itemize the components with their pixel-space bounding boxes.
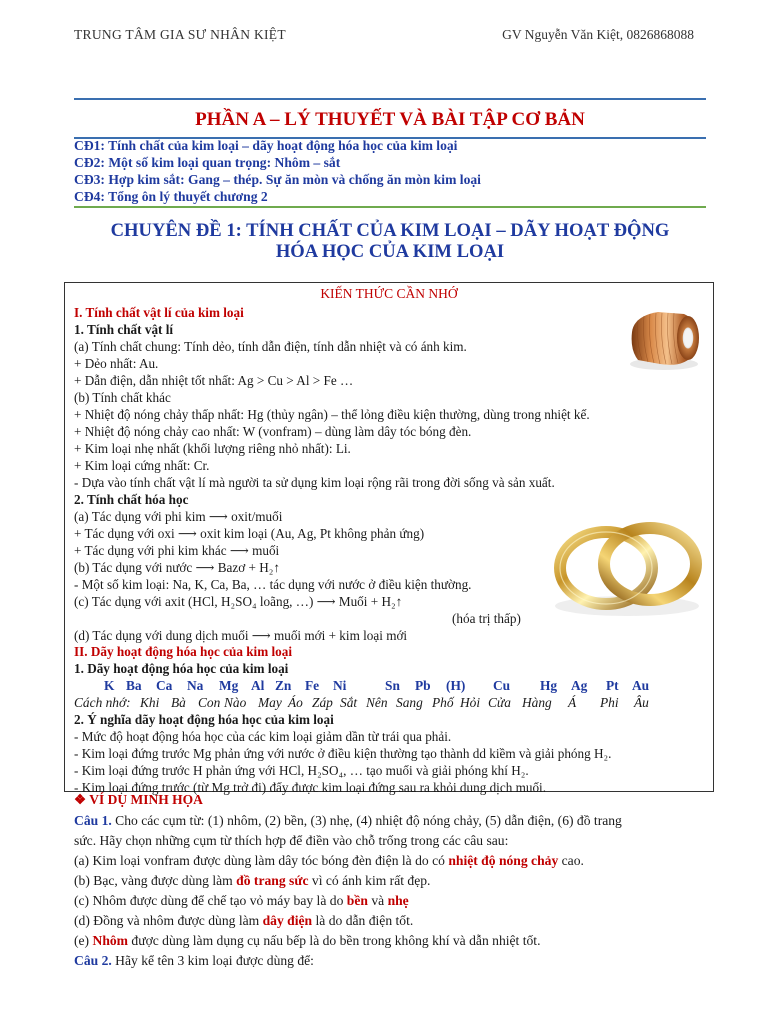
answer-text: vì có ánh kim rất đẹp. — [308, 873, 431, 888]
metal-symbol: Al — [251, 678, 265, 693]
answer-text: là do dẫn điện tốt. — [312, 913, 414, 928]
answer-text: được dùng làm dụng cụ nấu bếp là do bền trong không khí và dẫn nhiệt tốt. — [128, 933, 541, 948]
mnemonic-word: Bà — [171, 695, 186, 710]
part-title: PHẦN A – LÝ THUYẾT VÀ BÀI TẬP CƠ BẢN — [195, 109, 585, 130]
answer-text: (d) Đồng và nhôm được dùng làm — [74, 913, 263, 928]
question-line — [74, 812, 622, 829]
metal-symbol: Pb — [415, 678, 431, 693]
text-line: - Dựa vào tính chất vật lí mà người ta sử dụng kim loại rộng rãi trong đời sống và sản xuất. — [74, 475, 555, 490]
text-line: (a) Tác dụng với phi kim ⟶ oxit/muối — [74, 509, 283, 524]
mnemonic-word: Záp — [312, 695, 333, 710]
subsection-heading: 2. Tính chất hóa học — [74, 492, 189, 507]
text-line: (b) Tính chất khác — [74, 390, 171, 405]
topic-item: CĐ2: Một số kim loại quan trọng: Nhôm – sắt — [74, 155, 341, 170]
text-line: + Tác dụng với oxi ⟶ oxit kim loại (Au, Ag, Pt không phản ứng) — [74, 526, 425, 541]
text-line: - Mức độ hoạt động hóa học của các kim loại giảm dần từ trái qua phải. — [74, 729, 452, 744]
answer-line — [74, 932, 540, 949]
mnemonic-word: Cửa — [488, 695, 511, 710]
metal-symbol: Hg — [540, 678, 558, 693]
topic-item: CĐ4: Tổng ôn lý thuyết chương 2 — [74, 189, 268, 204]
mnemonic-word: Áo — [288, 695, 303, 710]
mnemonic-word: Hàng — [522, 695, 552, 710]
knowledge-box-title: KIẾN THỨC CẦN NHỚ — [320, 286, 458, 301]
answer-line — [74, 852, 584, 869]
text-line: (hóa trị thấp) — [452, 611, 521, 626]
question-label: Câu 1. — [74, 813, 112, 828]
metal-symbol: Ca — [156, 678, 173, 693]
metal-symbol: Ba — [126, 678, 142, 693]
chapter-title — [74, 220, 706, 262]
answer-text: (e) — [74, 933, 93, 948]
chapter-title-line1: CHUYÊN ĐỀ 1: TÍNH CHẤT CỦA KIM LOẠI – DÃY HOẠT ĐỘNG — [110, 220, 670, 241]
text-line: - Kim loại đứng trước H phản ứng với HCl, H₂SO₄, … tạo muối và giải phóng khí H₂. — [74, 763, 529, 778]
mnemonic-word: Phố — [432, 695, 454, 710]
text-line: - Kim loại đứng trước Mg phản ứng với nước ở điều kiện thường tạo thành dd kiềm và giải phóng H₂. — [74, 746, 612, 761]
text-line: + Dẫn điện, dẫn nhiệt tốt nhất: Ag > Cu > Al > Fe … — [74, 373, 354, 388]
mnemonic-word: Nào — [224, 695, 247, 710]
mnemonic-word: Nên — [366, 695, 388, 710]
mnemonic-word: Phi — [600, 695, 619, 710]
answer-line — [74, 912, 413, 929]
metal-symbol: K — [104, 678, 115, 693]
mnemonic-label: Cách nhớ: — [74, 695, 131, 710]
mnemonic-word: May — [258, 695, 282, 710]
metal-symbol: Ni — [333, 678, 347, 693]
answer-highlight: nhiệt độ nóng chảy — [448, 853, 559, 868]
copper-coil-image — [624, 302, 704, 374]
metal-symbol: Cu — [493, 678, 511, 693]
text-line: + Kim loại nhẹ nhất (khối lượng riêng nhỏ nhất): Li. — [74, 441, 351, 456]
answer-text: và — [367, 893, 388, 908]
answer-highlight: Nhôm — [92, 933, 128, 948]
text-line: + Kim loại cứng nhất: Cr. — [74, 458, 210, 473]
text-line: (a) Tính chất chung: Tính dẻo, tính dẫn điện, tính dẫn nhiệt và có ánh kim. — [74, 339, 467, 354]
metal-symbol: Pt — [606, 678, 619, 693]
answer-highlight: bền — [346, 893, 368, 908]
metal-symbol: Fe — [305, 678, 320, 693]
section-heading: II. Dãy hoạt động hóa học của kim loại — [74, 644, 292, 659]
chapter-title-line2: HÓA HỌC CỦA KIM LOẠI — [275, 241, 505, 262]
text-line: - Kim loại đứng trước (từ Mg trở đi) đẩy được kim loại đứng sau ra khỏi dung dịch muối. — [74, 780, 546, 795]
part-title-box — [74, 98, 706, 139]
topic-item: CĐ3: Hợp kim sắt: Gang – thép. Sự ăn mòn và chống ăn mòn kim loại — [74, 172, 481, 187]
text-line: + Tác dụng với phi kim khác ⟶ muối — [74, 543, 280, 558]
section-heading: I. Tính chất vật lí của kim loại — [74, 305, 244, 320]
answer-highlight: đồ trang sức — [236, 873, 309, 888]
topic-item: CĐ1: Tính chất của kim loại – dãy hoạt động hóa học của kim loại — [74, 138, 458, 153]
metal-symbol: Zn — [275, 678, 292, 693]
question-label: Câu 2. — [74, 953, 112, 968]
answer-highlight: dây điện — [262, 913, 313, 928]
text-line: + Dẻo nhất: Au. — [74, 356, 159, 371]
metal-symbol: Ag — [571, 678, 588, 693]
text-line: (d) Tác dụng với dung dịch muối ⟶ muối mới + kim loại mới — [74, 628, 408, 643]
mnemonic-word: Con — [198, 695, 221, 710]
answer-line — [74, 872, 430, 889]
answer-line — [74, 892, 409, 909]
text-line: (b) Tác dụng với nước ⟶ Bazơ + H₂↑ — [74, 560, 280, 575]
metal-symbol: Na — [187, 678, 204, 693]
metal-symbol: Mg — [219, 678, 239, 693]
question-line: sức. Hãy chọn những cụm từ thích hợp để điền vào chỗ trống trong các câu sau: — [74, 833, 509, 848]
mnemonic-word: Á — [568, 695, 577, 710]
topic-list — [74, 137, 706, 205]
answer-text: (a) Kim loại vonfram được dùng làm dây tóc bóng đèn điện là do có — [74, 853, 449, 868]
subsection-heading: 1. Tính chất vật lí — [74, 322, 174, 337]
answer-highlight: nhẹ — [387, 893, 409, 908]
divider — [74, 206, 706, 208]
text-line: - Một số kim loại: Na, K, Ca, Ba, … tác dụng với nước ở điều kiện thường. — [74, 577, 472, 592]
page-header — [74, 27, 694, 47]
text-line: + Nhiệt độ nóng chảy cao nhất: W (vonfram) – dùng làm dây tóc bóng đèn. — [74, 424, 472, 439]
question-text: Hãy kể tên 3 kim loại được dùng để: — [111, 953, 314, 968]
mnemonic-word: Hỏi — [460, 695, 481, 710]
teacher-contact: GV Nguyễn Văn Kiệt, 0826868088 — [502, 27, 694, 42]
mnemonic-word: Sắt — [340, 695, 358, 710]
metal-symbol: Sn — [385, 678, 400, 693]
answer-text: (b) Bạc, vàng được dùng làm — [74, 873, 237, 888]
question-line — [74, 952, 314, 969]
mnemonic-word: Khi — [140, 695, 160, 710]
metal-symbol: Au — [632, 678, 650, 693]
subsection-heading: 1. Dãy hoạt động hóa học của kim loại — [74, 661, 289, 676]
subsection-heading: 2. Ý nghĩa dãy hoạt động hóa học của kim loại — [74, 712, 334, 727]
metal-symbol: (H) — [446, 678, 466, 693]
question-text: Cho các cụm từ: (1) nhôm, (2) bền, (3) nhẹ, (4) nhiệt độ nóng chảy, (5) dẫn điện, (6) đồ trang — [111, 813, 622, 828]
center-name: TRUNG TÂM GIA SƯ NHÂN KIỆT — [74, 27, 286, 42]
mnemonic-word: Âu — [634, 695, 649, 710]
answer-text: cao. — [558, 853, 584, 868]
mnemonic-word: Sang — [396, 695, 423, 710]
gold-rings-image — [548, 510, 706, 622]
text-line: (c) Tác dụng với axit (HCl, H₂SO₄ loãng, …) ⟶ Muối + H₂↑ — [74, 594, 403, 609]
answer-text: (c) Nhôm được dùng để chế tạo vỏ máy bay là do — [74, 893, 347, 908]
text-line: + Nhiệt độ nóng chảy thấp nhất: Hg (thủy ngân) – thể lỏng điều kiện thường, dùng trong nhiệt kế. — [74, 407, 590, 422]
examples-heading: ❖ VÍ DỤ MINH HỌA — [74, 792, 203, 807]
